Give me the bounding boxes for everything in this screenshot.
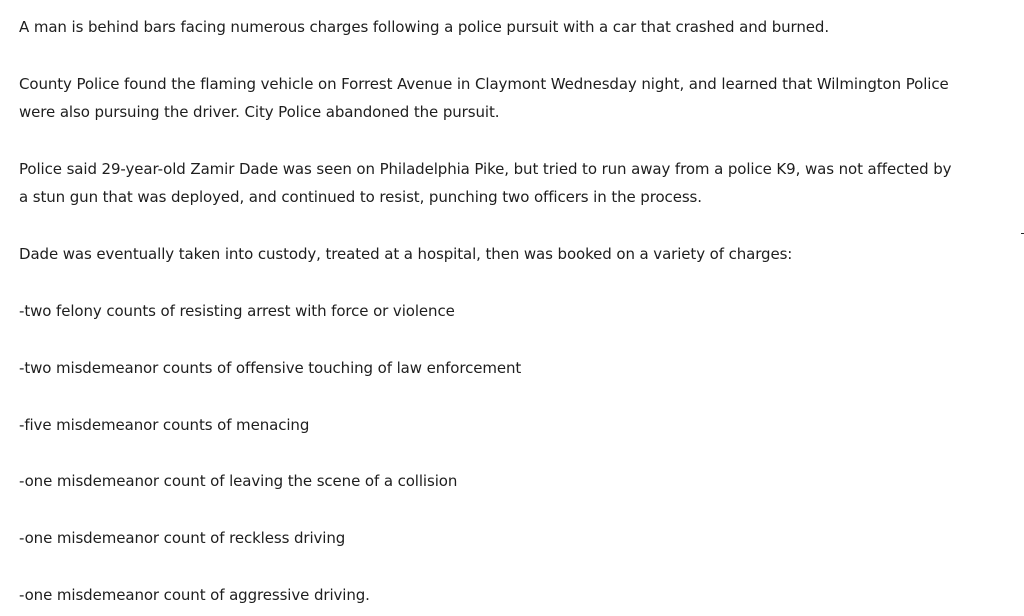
paragraph-suspect-line1: Police said 29-year-old Zamir Dade was seen on Philadelphia Pike, but tried to run away from a police K9, was not affected by	[19, 160, 952, 178]
charge-item: -one misdemeanor count of leaving the scene of a collision	[19, 472, 458, 490]
charge-item: -five misdemeanor counts of menacing	[19, 416, 310, 434]
charge-item: -one misdemeanor count of aggressive driving.	[19, 586, 370, 604]
charge-item: -one misdemeanor count of reckless driving	[19, 529, 346, 547]
paragraph-custody: Dade was eventually taken into custody, treated at a hospital, then was booked on a variety of charges:	[19, 245, 793, 263]
charge-item: -two misdemeanor counts of offensive touching of law enforcement	[19, 359, 522, 377]
paragraph-suspect-line2: a stun gun that was deployed, and continued to resist, punching two officers in the process.	[19, 188, 702, 206]
paragraph-intro: A man is behind bars facing numerous charges following a police pursuit with a car that crashed and burned.	[19, 18, 829, 36]
paragraph-county-police-line1: County Police found the flaming vehicle on Forrest Avenue in Claymont Wednesday night, and learned that Wilmington Police	[19, 75, 949, 93]
paragraph-county-police-line2: were also pursuing the driver. City Police abandoned the pursuit.	[19, 103, 500, 121]
charge-item: -two felony counts of resisting arrest with force or violence	[19, 302, 455, 320]
